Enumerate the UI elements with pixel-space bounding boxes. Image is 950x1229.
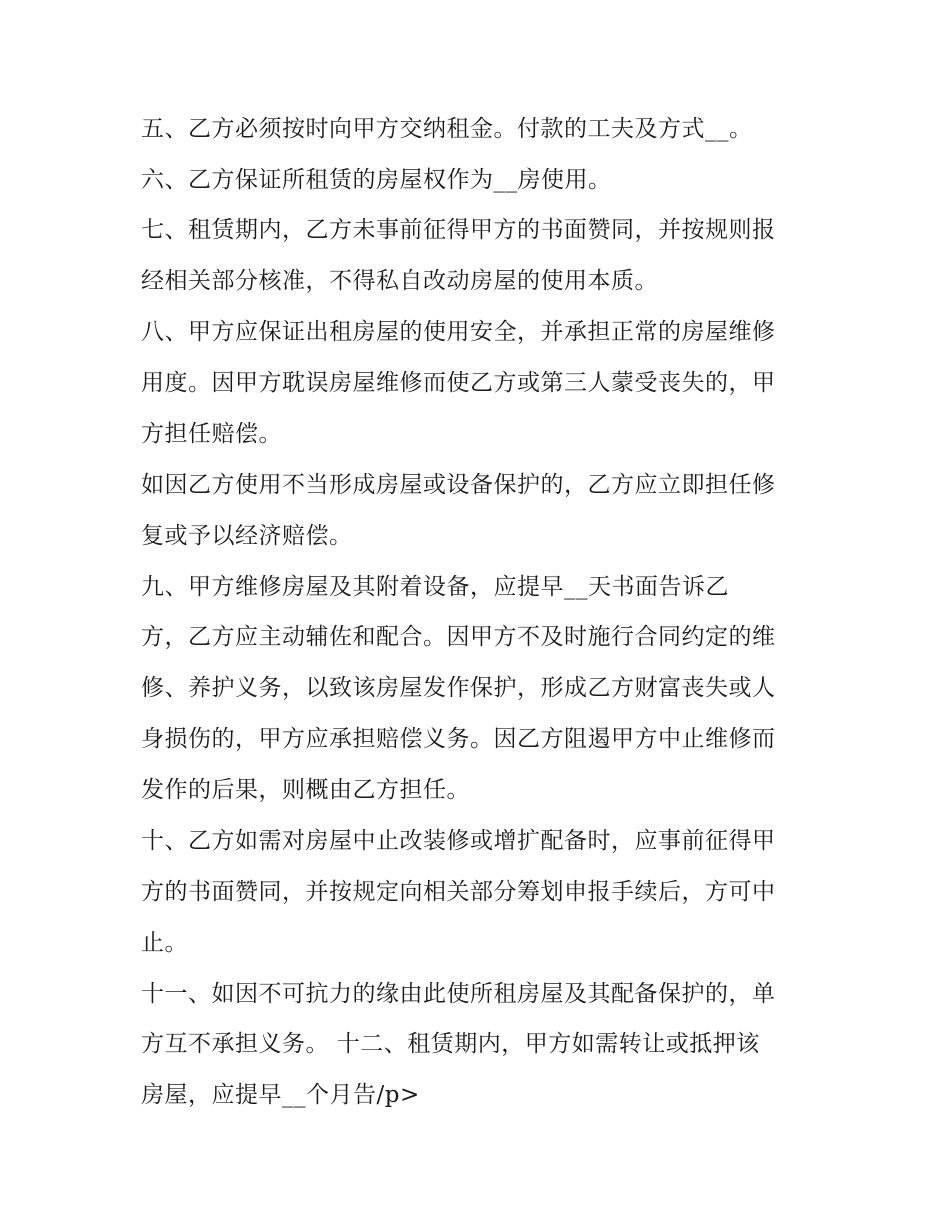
text-line: 方，乙方应主动辅佐和配合。因甲方不及时施行合同约定的维 <box>141 624 776 650</box>
text-line: 如因乙方使用不当形成房屋或设备保护的，乙方应立即担任修 <box>141 472 776 498</box>
text-line: 复或予以经济赔偿。 <box>141 523 353 549</box>
text-line: 八、甲方应保证出租房屋的使用安全，并承担正常的房屋维修 <box>141 319 776 345</box>
text-line: 七、租赁期内，乙方未事前征得甲方的书面赞同，并按规则报 <box>141 217 776 243</box>
text-line: 九、甲方维修房屋及其附着设备，应提早__天书面告诉乙 <box>141 574 729 600</box>
text-line: 发作的后果，则概由乙方担任。 <box>141 777 470 803</box>
text-line: 方的书面赞同，并按规定向相关部分筹划申报手续后，方可中 <box>141 879 776 905</box>
text-line: 经相关部分核准，不得私自改动房屋的使用本质。 <box>141 268 658 294</box>
text-line: 十、乙方如需对房屋中止改装修或增扩配备时，应事前征得甲 <box>141 828 776 854</box>
text-line: 房屋，应提早__个月告/p> <box>141 1082 420 1108</box>
text-line: 修、养护义务，以致该房屋发作保护，形成乙方财富丧失或人 <box>141 675 776 701</box>
text-line: 六、乙方保证所租赁的房屋权作为__房使用。 <box>141 167 612 193</box>
text-line: 十一、如因不可抗力的缘由此使所租房屋及其配备保护的，单 <box>141 981 776 1007</box>
text-line: 身损伤的，甲方应承担赔偿义务。因乙方阻遏甲方中止维修而 <box>141 726 776 752</box>
text-line: 方互不承担义务。 十二、租赁期内，甲方如需转让或抵押该 <box>141 1031 760 1057</box>
text-line: 方担任赔偿。 <box>141 421 282 447</box>
text-line: 止。 <box>141 930 188 956</box>
text-line: 五、乙方必须按时向甲方交纳租金。付款的工夫及方式__。 <box>141 116 753 142</box>
text-line: 用度。因甲方耽误房屋维修而使乙方或第三人蒙受丧失的，甲 <box>141 370 776 396</box>
